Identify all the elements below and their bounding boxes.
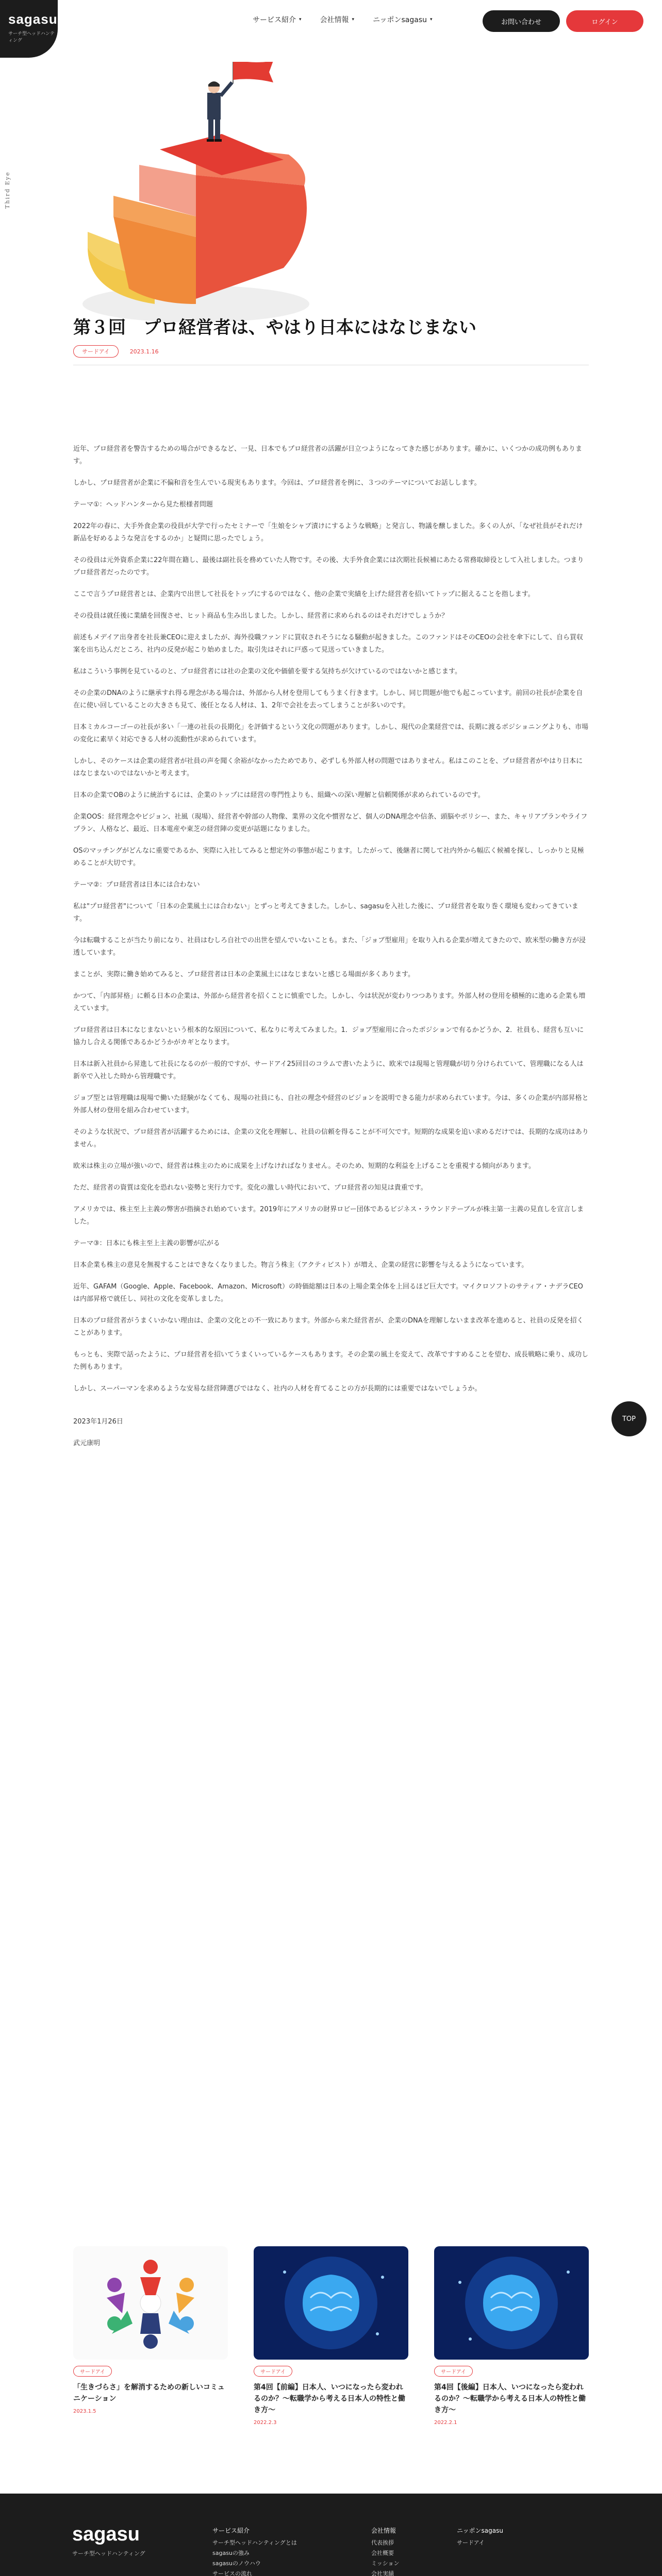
login-button[interactable]: ログイン: [566, 10, 643, 32]
card-date: 2022.2.3: [254, 2420, 277, 2426]
related-card[interactable]: [73, 2246, 228, 2414]
card-tag[interactable]: サードアイ: [254, 2366, 292, 2377]
footer-link[interactable]: サービスの流れ: [212, 2570, 252, 2576]
footer-logo-sub: サーチ型ヘッドハンティング: [72, 2550, 145, 2557]
footer-link[interactable]: sagasuの強み: [212, 2550, 250, 2556]
contact-button[interactable]: お問い合わせ: [483, 10, 560, 32]
paragraph: ただ、経営者の資質は変化を恐れない姿勢と実行力です。変化の激しい時代において、プロ経営者の知見は貴重です。: [73, 1184, 427, 1192]
footer-link[interactable]: ミッション: [371, 2560, 400, 2567]
sign-date: 2023年1月26日: [73, 1418, 123, 1426]
paragraph: アメリカでは、株主至上主義の弊害が指摘され始めています。2019年にアメリカの財界ロビー団体であるビジネス・ラウンドテーブルが株主第一主義の見直しを宣言しました。: [73, 1206, 584, 1226]
main-nav: [253, 14, 433, 25]
paragraph: 私はこういう事例を見ているのと、プロ経営者には社の企業の文化や価値を要する気持ちが欠けているのではないかと感じます。: [73, 668, 461, 675]
paragraph: ジョブ型とは管理職は現場で働いた経験がなくても、現場の社員にも、自社の理念や経営のビジョンを説明できる能力が求められています。今は、多くの企業が内部昇格と外部人材の登用を組み合わせています。: [73, 1094, 589, 1114]
related-card[interactable]: [434, 2246, 589, 2426]
site-footer: [0, 2494, 662, 2576]
nav-item-services[interactable]: サービス紹介 ▾: [253, 16, 302, 24]
card-title[interactable]: 第4回【後編】日本人、いつになったら変われるのか？〜転職学から考える日本人の特性と働き方〜: [434, 2383, 586, 2414]
paragraph: 日本ミカルコーゴーの社長が多い「一連の社長の長期化」を評価するという文化の問題があります。しかし、現代の企業経営では、長期に渡るポジショニングよりも、市場の変化に素早く対応できる人材の流動性が求められています。: [73, 723, 589, 743]
paragraph: しかし、プロ経営者が企業に不偏和音を生んでいる現実もあります。今回は、プロ経営者を例に、３つのテーマについてお話しします。: [73, 479, 481, 487]
paragraph: プロ経営者は日本になじまないという根本的な原因について、私なりに考えてみました。1．ジョブ型雇用に合ったポジションで有るかどうか、2．社員も、経営も互いに協力し合える関係であるかどうかがカギとなります。: [73, 1026, 584, 1046]
paragraph: OSのマッチングがどんなに重要であるか、実際に入社してみると想定外の事態が起こります。したがって、後継者に関して社内外から幅広く候補を探し、しっかりと見極めることが大切です。: [73, 847, 584, 867]
footer-link[interactable]: 代表挨拶: [371, 2539, 394, 2546]
paragraph: その企業のDNAのように継承すれ得る理念がある場合は、外部から人材を登用してもうまく行きます。しかし、同じ問題が他でも起こっています。前回の社長が企業を自在に使い回していることの大きさも見て、後任となる人材は、1、2年で会社を去ってしまうことが多いのです。: [73, 689, 583, 709]
section-heading: テーマ①：ヘッドハンターから見た根様者問題: [73, 501, 213, 509]
paragraph: 近年、GAFAM（Google、Apple、Facebook、Amazon、Microsoft）の時価総額は日本の上場企業全体を上回るほど巨大です。マイクロソフトのサティア・ナデラCEOは内部昇格で就任し、同社の文化を変革しました。: [73, 1283, 583, 1303]
paragraph: しかし、スーパーマンを求めるような安易な経営陣選びではなく、社内の人材を育てることの方が長期的には重要ではないでしょうか。: [73, 1385, 482, 1393]
card-title[interactable]: 「生きづらさ」を解消するための新しいコミュニケーション: [73, 2383, 225, 2403]
site-header: [0, 0, 662, 46]
article-body: [73, 443, 589, 1459]
footer-link[interactable]: 会社概要: [371, 2550, 394, 2556]
paragraph: 2022年の春に、大手外食企業の役員が大学で行ったセミナーで「生娘をシャブ漬けにするような戦略」と発言し、物議を醸しました。多くの人が、「なぜ社員がそれだけ新品を好めるような発言をするのか」と疑問に思ったでしょう。: [73, 522, 583, 543]
author-name: 武元康明: [73, 1439, 101, 1447]
paragraph: しかし、そのケースは企業の経営者が社員の声を聞く余裕がなかったためであり、必ずしも外部人材の問題ではありません。私はこのことを、プロ経営者がやはり日本にはなじまないのではないかと考えます。: [73, 757, 583, 777]
paragraph: その役員は就任後に業績を回復させ、ヒット商品も生み出しました。しかし、経営者に求められるのはそれだけでしょうか？: [73, 612, 449, 620]
card-thumbnail: [434, 2246, 589, 2360]
paragraph: そのような状況で、プロ経営者が活躍するためには、企業の文化を理解し、社員の信頼を得ることが不可欠です。短期的な成果を追い求めるだけでは、長期的な成功はありません。: [73, 1128, 589, 1148]
nav-item-company[interactable]: 会社情報 ▾: [320, 16, 355, 24]
footer-logo[interactable]: sagasu: [72, 2523, 140, 2545]
footer-link[interactable]: サーチ型ヘッドハンティングとは: [212, 2539, 297, 2546]
section-heading: テーマ②：プロ経営者は日本には合わない: [73, 881, 200, 889]
article-meta: [73, 345, 159, 358]
card-date: 2022.2.1: [434, 2420, 457, 2426]
chevron-down-icon: ▾: [299, 17, 302, 22]
footer-col-company: 会社情報 代表挨拶 会社概要 ミッション 会社実績: [371, 2526, 400, 2576]
paragraph: まことが、実際に働き始めてみると、プロ経営者は日本の企業風土にはなじまないと感じる場面が多くあります。: [73, 971, 415, 978]
footer-link[interactable]: sagasuのノウハウ: [212, 2560, 261, 2567]
nav-item-nippon-sagasu[interactable]: ニッポンsagasu ▾: [373, 16, 433, 24]
footer-col-nippon: ニッポンsagasu サードアイ: [457, 2526, 503, 2548]
card-tag[interactable]: サードアイ: [434, 2366, 473, 2377]
card-thumbnail: [254, 2246, 408, 2360]
paragraph: 日本は新入社員から昇進して社長になるのが一般的ですが、サードアイ25回目のコラムで書いたように、欧米では現場と管理職が切り分けられていて、管理職になる人は新卒で入社した時から管理職です。: [73, 1060, 584, 1080]
back-to-top-button[interactable]: TOP: [611, 1401, 647, 1436]
chevron-down-icon: ▾: [352, 17, 355, 22]
section-heading: テーマ③：日本にも株主至上主義の影響が広がる: [73, 1240, 220, 1247]
paragraph: 近年、プロ経営者を警告するための場合ができるなど、一見、日本でもプロ経営者の活躍が日立つようになってきた感じがあります。確かに、いくつかの成功例もあります。: [73, 445, 582, 465]
card-title[interactable]: 第4回【前編】日本人、いつになったら変われるのか？〜転職学から考える日本人の特性と働き方〜: [254, 2383, 405, 2414]
footer-link[interactable]: 会社実績: [371, 2570, 394, 2576]
article-title: 第３回 プロ経営者は、やはり日本にはなじまない: [73, 317, 476, 338]
paragraph: 今は転職することが当たり前になり、社員はむしろ自社での出世を望んでいないことも。また、「ジョブ型雇用」を取り入れる企業が増えてきたので、欧米型の働き方が浸透しています。: [73, 937, 586, 957]
chevron-down-icon: ▾: [430, 17, 433, 22]
hero-illustration: [67, 62, 335, 330]
card-thumbnail: [73, 2246, 228, 2360]
paragraph: 日本企業も株主の意見を無視することはできなくなりました。物言う株主（アクティビスト）が増え、企業の経営に影響を与えるようになっています。: [73, 1261, 528, 1269]
paragraph: もっとも、実際で話ったように、プロ経営者を招いてうまくいっているケースもあります。その企業の風土を変えて、改革ですすめることを望む、成長戦略に乗り、成功した例もあります。: [73, 1351, 589, 1371]
paragraph: ここで言うプロ経営者とは、企業内で出世して社長をトップにするのではなく、他の企業で実績を上げた経営者を招いてトップに据えることを指します。: [73, 590, 535, 598]
side-category-label: Third Eye: [4, 171, 11, 209]
card-tag[interactable]: サードアイ: [73, 2366, 112, 2377]
paragraph: 欧米は株主の立場が強いので、経営者は株主のために成果を上げなければなりません。そのため、短期的な利益を上げることを重視する傾向があります。: [73, 1162, 535, 1170]
category-tag[interactable]: サードアイ: [73, 345, 119, 358]
publish-date: 2023.1.16: [129, 348, 159, 355]
footer-col-services: サービス紹介 サーチ型ヘッドハンティングとは sagasuの強み sagasuのノウハウ サービスの流れ: [212, 2526, 297, 2576]
site-logo[interactable]: sagasu サーチ型ヘッドハンティング: [0, 0, 58, 58]
paragraph: かつて、「内部昇格」に頼る日本の企業は、外部から経営者を招くことに慎重でした。しかし、今は状況が変わりつつあります。外部人材の登用を積極的に進める企業も増えています。: [73, 992, 586, 1012]
paragraph: 日本の企業でOBのように統治するには、企業のトップには経営の専門性よりも、組織への深い理解と信頼関係が求められているのです。: [73, 791, 485, 799]
related-card[interactable]: [254, 2246, 408, 2426]
paragraph: 前述もメデイア出身者を社長兼CEOに迎えましたが、海外役職ファンドに買収されそうになる騒動が起きました。このファンドはそのCEOの会社を傘下にして、自ら買収案を出ち込んだところ、社内の反発が起こり始めました。取引先はそれに戸惑って見送っていきました。: [73, 634, 583, 654]
footer-link[interactable]: サードアイ: [457, 2539, 485, 2546]
paragraph: 私は"プロ経営者"について「日本の企業風土には合わない」とずっと考えてきました。しかし、sagasuを入社した後に、プロ経営者を取り巻く環境も変わってきています。: [73, 903, 578, 923]
paragraph: 日本のプロ経営者がうまくいかない理由は、企業の文化との不一致にあります。外部から来た経営者が、企業のDNAを理解しないまま改革を進めると、社員の反発を招くことがあります。: [73, 1317, 584, 1337]
paragraph: その役員は元外資系企業に22年間在籍し、最後は副社長を務めていた人物です。その後、大手外食企業には次期社長候補にあたる常務取締役として入社しました。つまりプロ経営者だったのです。: [73, 556, 584, 577]
paragraph: 企業OOS：経営理念やビジョン、社風（現場）、経営者や幹部の人物像、業界の文化や慣習など、個人のDNA理念や信条、頭脳やポリシー、また、キャリアプランやライフプラン、人格など、最近、日本電産や東芝の経営陣の変更が話題になりました。: [73, 813, 588, 833]
card-date: 2023.1.5: [73, 2409, 96, 2414]
